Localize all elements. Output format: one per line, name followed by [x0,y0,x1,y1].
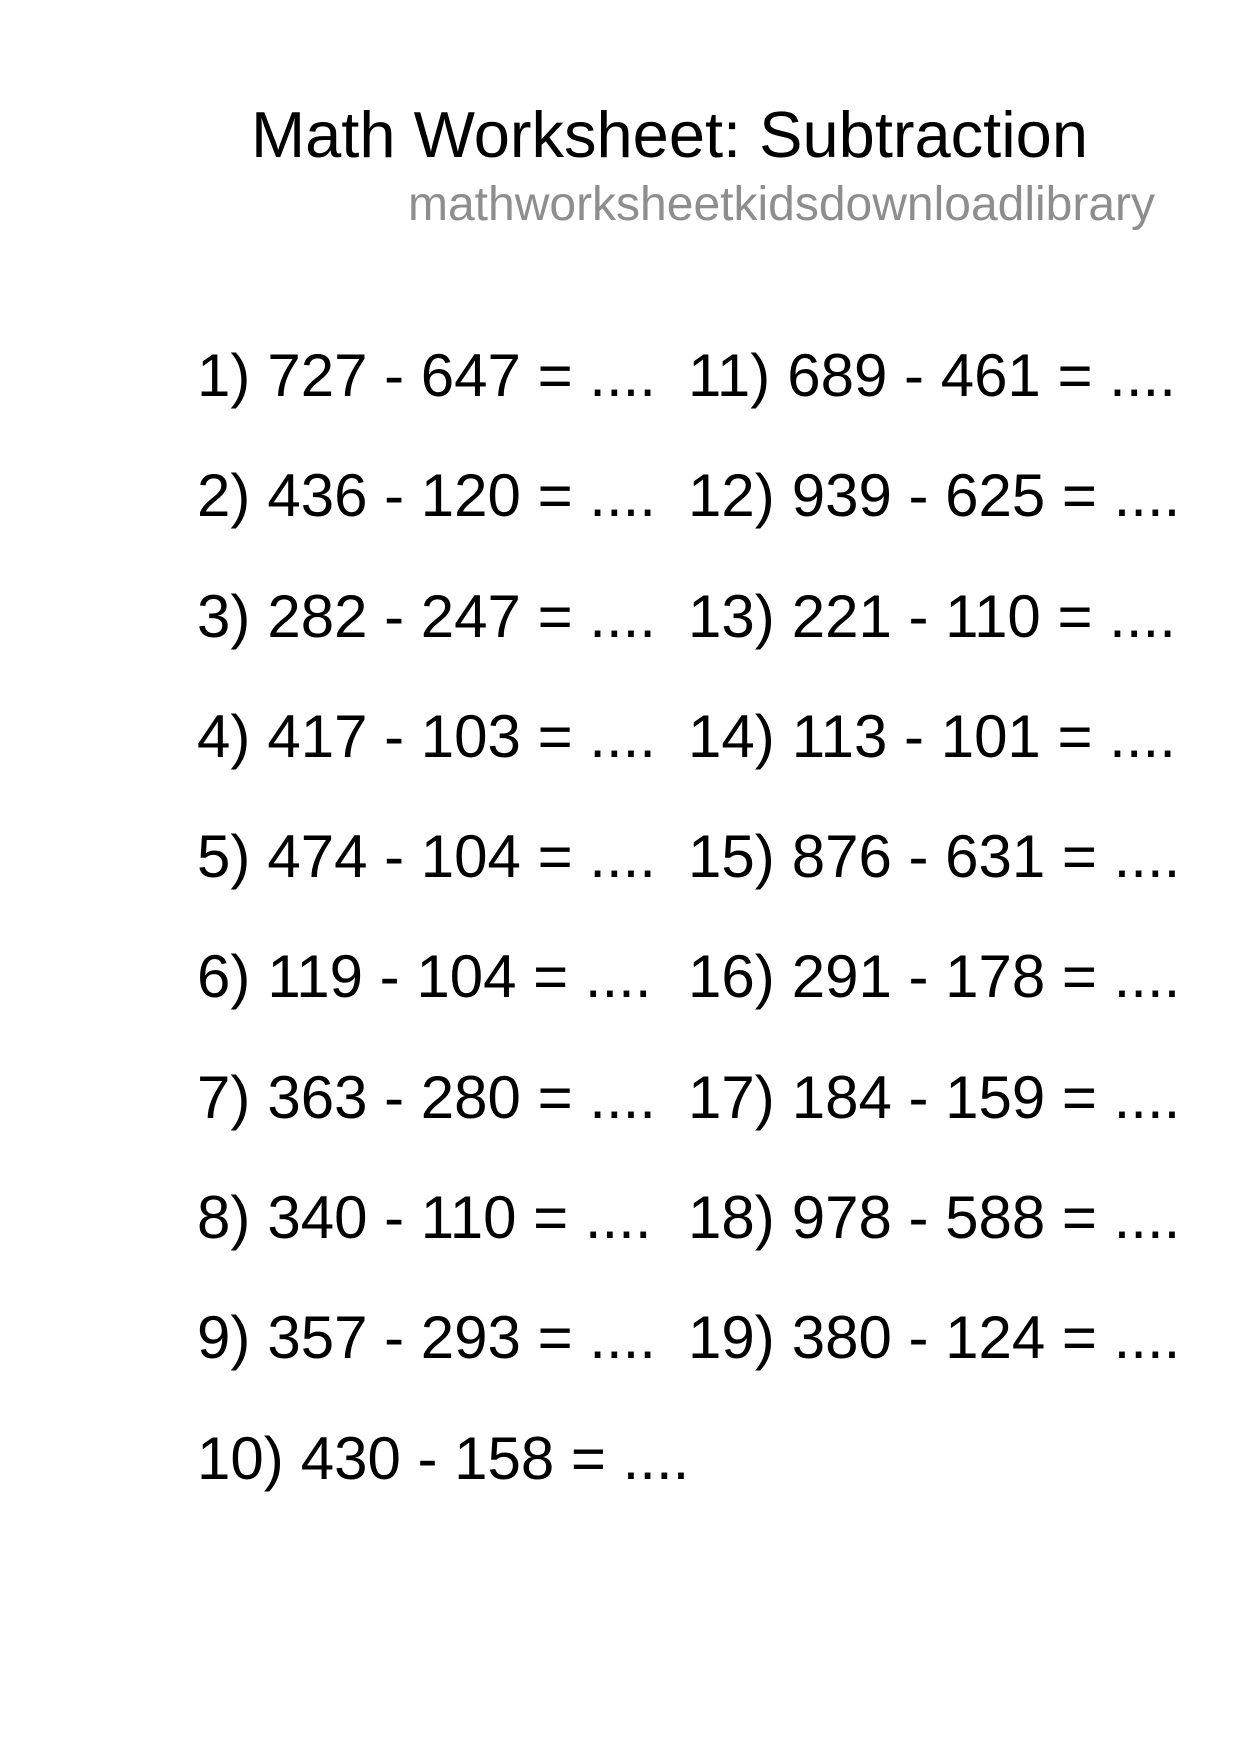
problem-expression: 380 - 124 = .... [791,1304,1181,1372]
problem-row [197,1038,689,1158]
problem-expression: 436 - 120 = .... [267,462,656,530]
problems-right-column [688,316,1180,1399]
problem-expression: 363 - 280 = .... [267,1063,656,1131]
problem-expression: 357 - 293 = .... [267,1304,656,1372]
problems-left-column [197,316,689,1519]
problem-number: 7) [197,1063,251,1131]
problem-row [688,1158,1180,1278]
problem-number: 2) [197,462,251,530]
problem-number: 18) [688,1184,775,1252]
problem-expression: 291 - 178 = .... [791,943,1181,1011]
problem-number: 12) [688,462,775,530]
problem-number: 4) [197,702,251,770]
problem-row [197,1278,689,1398]
problem-row [688,316,1180,436]
problem-expression: 417 - 103 = .... [267,702,656,770]
problem-row [197,677,689,797]
problem-row [197,557,689,677]
problem-expression: 474 - 104 = .... [267,823,656,891]
problem-number: 15) [688,823,775,891]
problem-expression: 689 - 461 = .... [787,342,1176,409]
problem-row [197,1158,689,1278]
problem-expression: 430 - 158 = .... [300,1424,690,1492]
problem-expression: 221 - 110 = .... [791,582,1176,650]
problem-row [688,557,1180,677]
problem-row [688,1038,1180,1158]
problem-number: 1) [197,342,251,409]
problem-row [197,1399,689,1519]
problem-expression: 978 - 588 = .... [791,1184,1181,1252]
problem-row [197,917,689,1037]
problem-number: 6) [197,943,251,1011]
problem-row [688,1278,1180,1398]
problem-number: 11) [688,342,771,409]
problem-number: 9) [197,1304,251,1372]
problem-number: 5) [197,823,251,891]
problem-row [197,316,689,436]
problem-row [688,797,1180,917]
problem-row [688,677,1180,797]
page-title: Math Worksheet: Subtraction [251,98,1088,171]
problem-row [688,436,1180,556]
page-subtitle: mathworksheetkidsdownloadlibrary [408,178,1156,231]
problem-number: 10) [197,1424,284,1492]
problem-expression: 340 - 110 = .... [267,1184,652,1252]
problem-number: 14) [688,702,775,770]
problem-expression: 184 - 159 = .... [791,1063,1181,1131]
problem-row [688,917,1180,1037]
problem-row [197,436,689,556]
problem-number: 16) [688,943,775,1011]
problem-number: 17) [688,1063,775,1131]
problem-expression: 282 - 247 = .... [267,582,656,650]
problem-number: 8) [197,1184,251,1252]
problem-expression: 939 - 625 = .... [791,462,1181,530]
problem-expression: 119 - 104 = .... [267,943,652,1011]
problem-number: 3) [197,582,251,650]
problem-row [197,797,689,917]
problem-expression: 727 - 647 = .... [267,342,656,409]
problem-number: 19) [688,1304,775,1372]
problem-expression: 876 - 631 = .... [791,823,1181,891]
problem-number: 13) [688,582,775,650]
problem-expression: 113 - 101 = .... [791,702,1176,770]
